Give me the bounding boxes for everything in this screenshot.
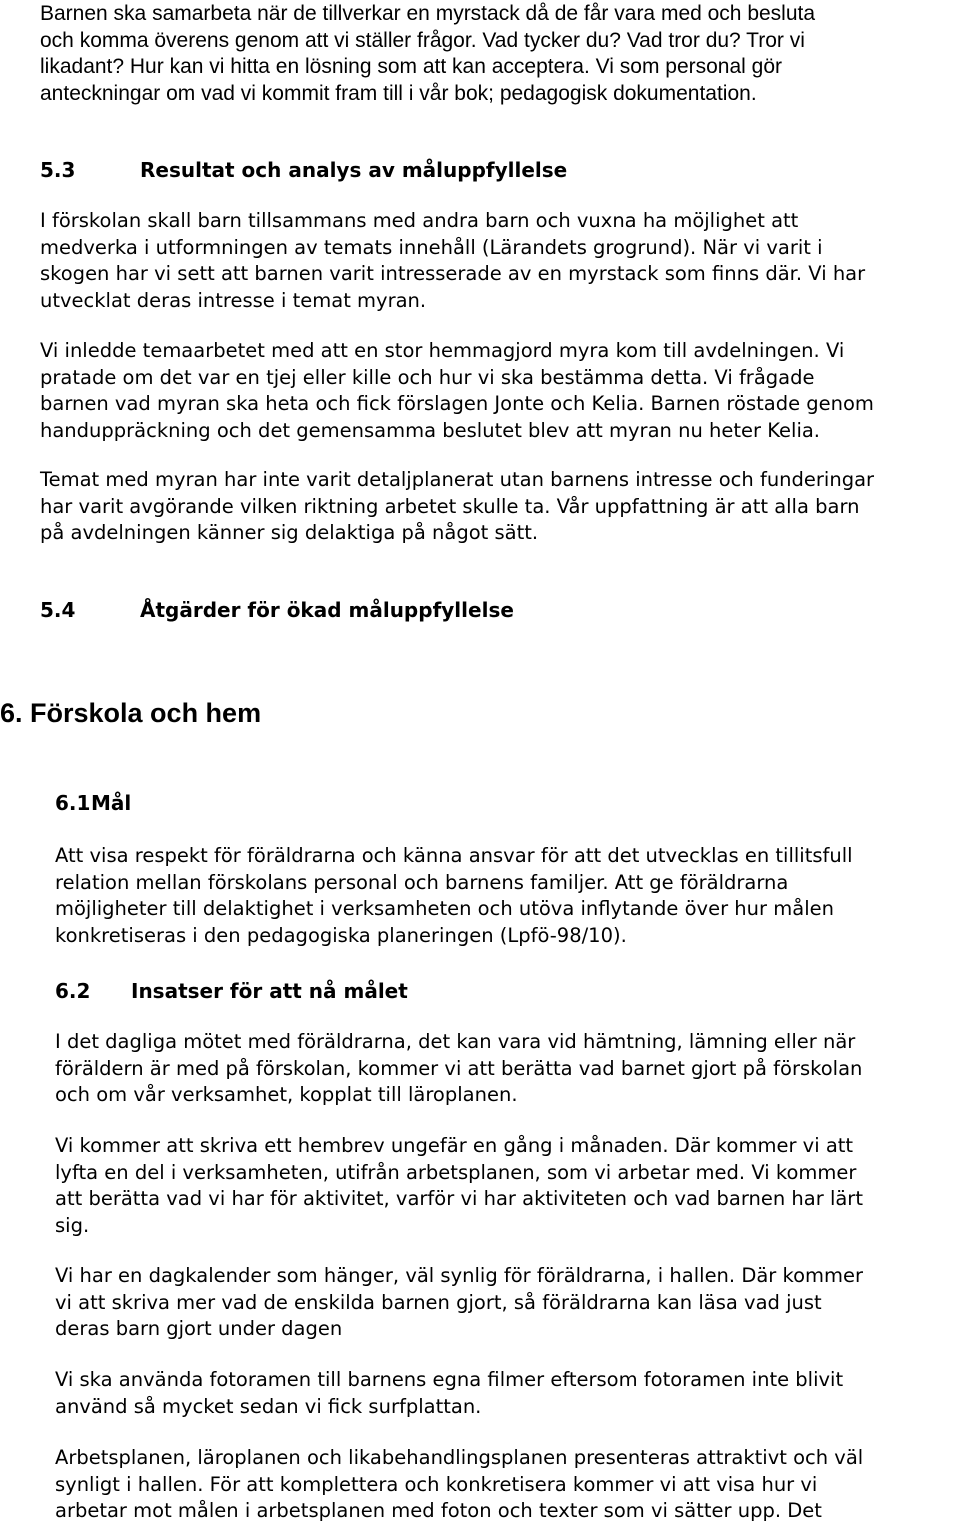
paragraph: Arbetsplanen, läroplanen och likabehandlingsplanen presenteras attraktivt och väl synligt i hallen. För att komplettera och konkretisera kommer vi att visa hur vi arbetar mot målen i arbetsplanen med foton och texter som vi sätter upp. Det (55, 1446, 864, 1522)
section-5-3-heading (40, 157, 567, 183)
paragraph: Vi har en dagkalender som hänger, väl synlig för föräldrarna, i hallen. Där kommer vi att skriva mer vad de enskilda barnen gjort, så föräldrarna kan läsa vad just deras barn gjort under dagen (55, 1264, 864, 1340)
section-title: Insatser för att nå målet (131, 979, 408, 1003)
section-number: 5.4 (40, 598, 76, 622)
section-6-1-heading (55, 790, 131, 816)
paragraph: I förskolan skall barn tillsammans med andra barn och vuxna ha möjlighet att medverka i utformningen av temats innehåll (Lärandets grogrund). När vi varit i skogen har vi sett att barnen varit intresserade av en myrstack som finns där. Vi har utvecklat deras intresse i temat myran. (40, 209, 866, 312)
intro-paragraph: Barnen ska samarbeta när de tillverkar en myrstack då de får vara med och besluta och komma överens genom att vi ställer frågor. Vad tycker du? Vad tror du? Tror vi likadant? Hur kan vi hitta en lösning som att kan acceptera. Vi som personal gör anteckningar om vad vi kommit fram till i vår bok; pedagogisk dokumentation. (40, 2, 816, 105)
paragraph: Temat med myran har inte varit detaljplanerat utan barnens intresse och funderingar har varit avgörande vilken riktning arbetet skulle ta. Vår uppfattning är att alla barn på avdelningen känner sig delaktiga på något sätt. (40, 468, 875, 544)
section-title: Åtgärder för ökad måluppfyllelse (140, 598, 514, 622)
paragraph: Att visa respekt för föräldrarna och känna ansvar för att det utvecklas en tillitsfull relation mellan förskolans personal och barnens familjer. Att ge föräldrarna möjligheter till delaktighet i verksamheten och utöva inflytande över hur målen konkretiseras i den pedagogiska planeringen (Lpfö-98/10). (55, 844, 853, 947)
section-title: Mål (91, 791, 132, 815)
chapter-6-heading: 6. Förskola och hem (0, 698, 262, 728)
paragraph: Vi inledde temaarbetet med att en stor hemmagjord myra kom till avdelningen. Vi pratade om det var en tjej eller kille och hur vi ska bestämma detta. Vi frågade barnen vad myran ska heta och fick förslagen Jonte och Kelia. Barnen röstade genom handuppräckning och det gemensamma beslutet blev att myran nu heter Kelia. (40, 339, 874, 442)
section-5-4-heading (40, 597, 514, 623)
section-6-2-heading (55, 978, 408, 1004)
paragraph: I det dagliga mötet med föräldrarna, det kan vara vid hämtning, lämning eller när föräldern är med på förskolan, kommer vi att berätta vad barnet gjort på förskolan och om vår verksamhet, kopplat till läroplanen. (55, 1030, 863, 1106)
paragraph: Vi kommer att skriva ett hembrev ungefär en gång i månaden. Där kommer vi att lyfta en del i verksamheten, utifrån arbetsplanen, som vi arbetar med. Vi kommer att berätta vad vi har för aktivitet, varför vi har aktiviteten och vad barnen har lärt sig. (55, 1134, 863, 1237)
section-number: 6.2 (55, 979, 91, 1003)
section-title: Resultat och analys av måluppfyllelse (140, 158, 568, 182)
section-number: 6.1 (55, 791, 91, 815)
paragraph: Vi ska använda fotoramen till barnens egna filmer eftersom fotoramen inte blivit använd så mycket sedan vi fick surfplattan. (55, 1368, 844, 1418)
section-number: 5.3 (40, 158, 76, 182)
